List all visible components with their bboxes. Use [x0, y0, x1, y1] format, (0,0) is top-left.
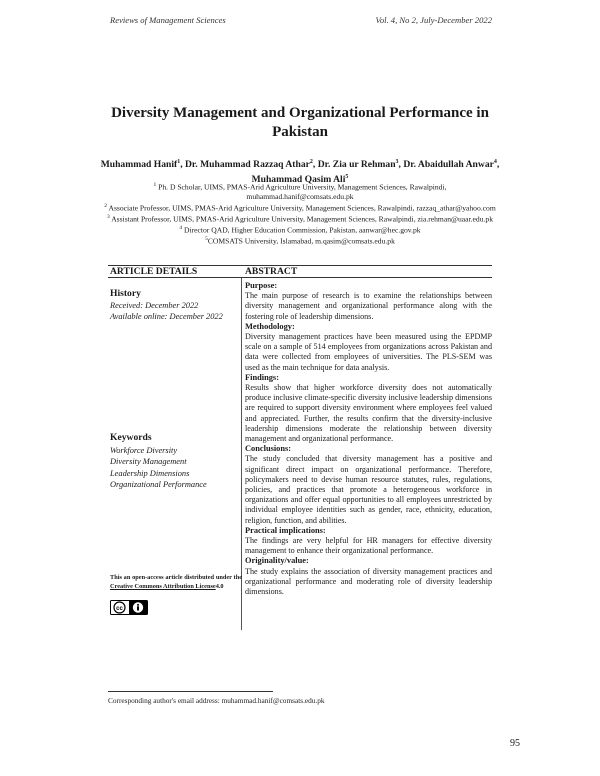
originality-label: Originality/value:	[245, 556, 309, 566]
findings-label: Findings:	[245, 372, 279, 382]
heading-rule	[108, 277, 492, 278]
history-block	[110, 288, 238, 323]
open-access-notice: This an open-access article distributed under the Creative Commons Attribution License4.0	[110, 574, 242, 590]
findings-text: Results show that higher workforce diversity does not automatically produce inclusive climate-specific diversity inclusive leadership dimensions are required to support diversity environment where employees feel valued and appreciated. Further, the results confirm that the diversity-inclusive leadership dimensions moderate the relationship between diversity management and organizational performance.	[245, 383, 492, 444]
practical-implications-text: The findings are very helpful for HR managers for effective diversity management to enhance their organizational performance.	[245, 536, 492, 556]
abstract-heading: ABSTRACT	[245, 266, 298, 277]
purpose-label: Purpose:	[245, 281, 278, 290]
affiliation: $^3$ Assistant Professor, UIMS, PMAS-Arid Agriculture University, Management Sciences, Rawalpindi, zia.rehman@uaar.edu.pk	[106, 213, 494, 224]
article-details-heading: ARTICLE DETAILS	[110, 266, 198, 277]
paper-title: Diversity Management and Organizational Performance in Pakistan	[111, 105, 489, 140]
keyword: Organizational Performance	[110, 480, 207, 489]
affiliation: $^5$COMSATS University, Islamabad, m.qasim@comsats.edu.pk	[205, 236, 395, 246]
keywords-block	[110, 432, 238, 491]
corresponding-author-footnote: Corresponding author's email address: muhammad.hanif@comsats.edu.pk	[108, 696, 325, 705]
purpose-text: The main purpose of research is to examine the relationships between diversity management and organizational performance along with the fostering role of leadership dimensions.	[245, 291, 492, 321]
svg-text:cc: cc	[116, 605, 123, 612]
originality-text: The study explains the association of diversity management practices and organizational performance and moderating role of diversity leadership dimensions.	[245, 566, 492, 597]
abstract-body	[245, 281, 492, 597]
author: Dr. Abaidullah Anwar$^4$,	[403, 159, 500, 171]
author: Muhammad Qasim Ali$^5$	[251, 174, 349, 186]
volume-info: Vol. 4, No 2, July-December 2022	[375, 15, 492, 25]
cc-by-icon	[110, 600, 148, 620]
received-date: Received: December 2022	[110, 301, 199, 311]
keyword: Workforce Diversity	[110, 445, 178, 455]
footnote-rule	[108, 691, 273, 692]
keywords-label: Keywords	[110, 432, 152, 443]
affiliations	[100, 181, 500, 246]
conclusions-text: The study concluded that diversity management has a positive and significant direct impact on organizational performance. Therefore, policymakers need to devise human resource statutes, rules, regulations, policies, and practices that promote a heterogeneous workforce in organizations and offer equal opportunities to all employees unrestricted by individual employee identities such as gender, race, ethnicity, education, religion, function, and abilities.	[245, 454, 492, 525]
keyword: Diversity Management	[110, 457, 187, 466]
practical-implications-label: Practical implications:	[245, 525, 326, 535]
available-date: Available online: December 2022	[110, 312, 223, 322]
author: Dr. Zia ur Rehman$^3$,	[317, 159, 404, 171]
journal-name: Reviews of Management Sciences	[110, 15, 226, 25]
author: Muhammad Hanif$^1$,	[100, 159, 185, 171]
history-label: History	[110, 288, 141, 299]
affiliation: $^2$ Associate Professor, UIMS, PMAS-Arid Agriculture University, Management Sciences, Rawalpindi, razzaq_athar@yahoo.com	[104, 202, 496, 213]
affiliation: $^1$ Ph. D Scholar, UIMS, PMAS-Arid Agriculture University, Management Sciences, Rawalpindi, muhammad.hanif@comsats.edu.pk	[153, 182, 447, 202]
methodology-text: Diversity management practices have been measured using the EPDMP scale on a sample of 514 employees from organizations across Pakistan and data were collected from employees of universities. The PLS-SEM was used as the main technique for data analysis.	[245, 332, 492, 372]
author: Dr. Muhammad Razzaq Athar$^2$,	[185, 159, 318, 171]
methodology-label: Methodology:	[245, 321, 295, 331]
affiliation: $^4$ Director QAD, Higher Education Commission, Pakistan, aanwar@hec.gov.pk	[179, 224, 421, 235]
license-link[interactable]: Creative Commons Attribution License	[110, 582, 216, 590]
keyword: Leadership Dimensions	[110, 468, 190, 478]
page-number: 95	[510, 738, 520, 749]
conclusions-label: Conclusions:	[245, 444, 292, 454]
